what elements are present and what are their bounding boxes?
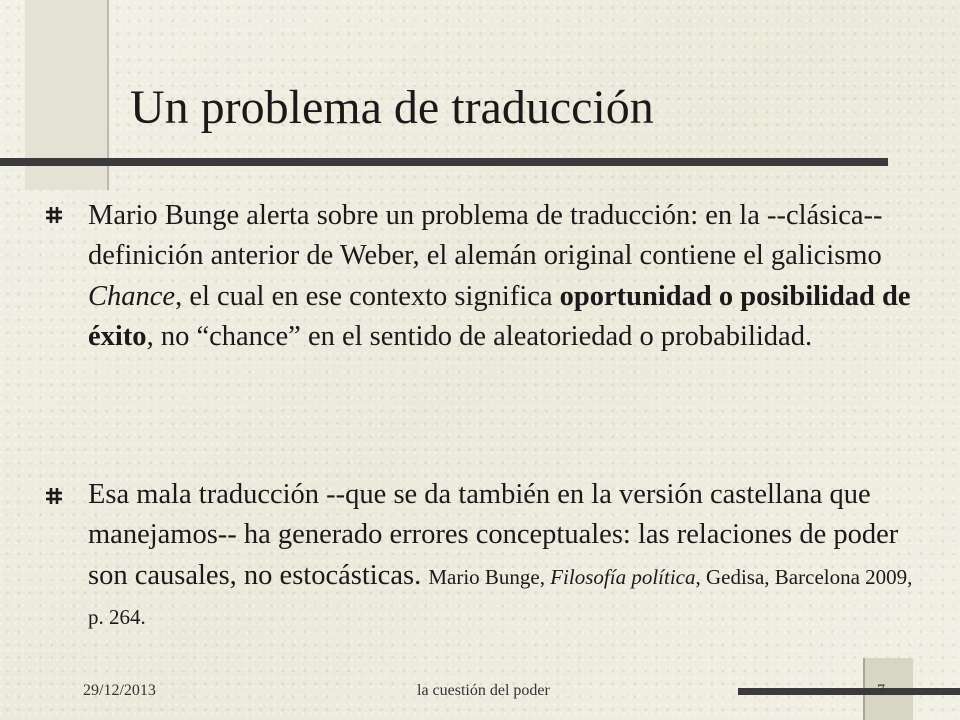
hash-bullet-icon [45,487,63,505]
footer-title: la cuestión del poder [417,682,550,699]
bullet-2-text: Esa mala traducción --que se da también en la versión castellana que manejamos-- ha generado errores conceptuales: las relaciones de poder son causales, no estocásticas. [88,479,899,591]
bullet-1-part-1: Mario Bunge alerta sobre un problema de traducción: en la --clásica-- definición anterior de Weber, el alemán original contiene el galicismo [88,200,883,272]
ref-rest: , Gedisa, Barcelona 2009, p. 264. [88,564,913,630]
bullet-1-bold-term: oportunidad o posibilidad de éxito [88,280,911,353]
slide-title: Un problema de traducción [130,81,654,134]
bullet-text-1 [88,196,915,358]
hash-bullet-icon [45,206,63,224]
title-underline-bar [0,158,888,166]
bullet-1-part-5: , no “chance” en el sentido de aleatoriedad o probabilidad. [146,321,813,353]
bullet-1-italic-term: Chance [88,280,176,312]
bullet-1-part-3: , el cual en ese contexto significa [175,280,560,312]
ref-work: Filosofía política [550,564,696,589]
footer-bar [738,688,960,695]
footer-date: 29/12/2013 [83,682,156,699]
bullet-item-1 [45,196,915,358]
ref-author: Mario Bunge, [428,564,551,589]
bullet-text-2 [88,475,915,637]
bullet-item-2 [45,475,915,637]
page-number: 7 [877,682,885,699]
